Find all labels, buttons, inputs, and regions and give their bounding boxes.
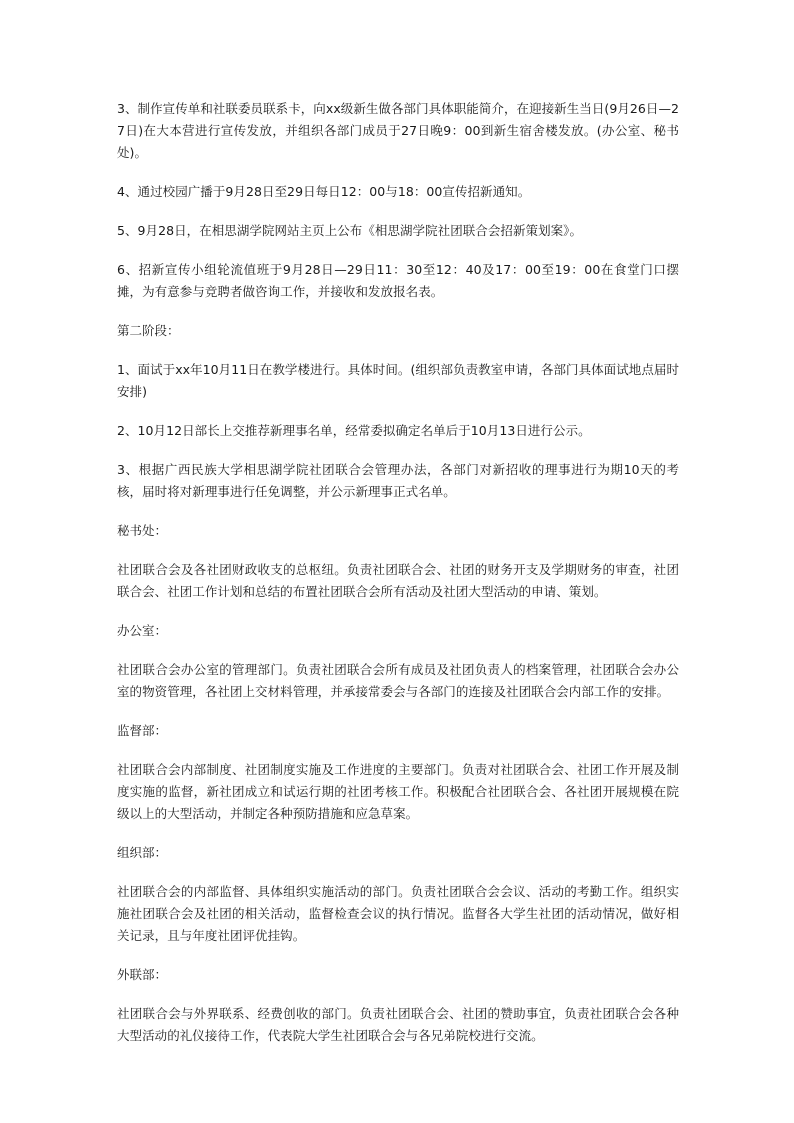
paragraph-office-duties: 社团联合会办公室的管理部门。负责社团联合会所有成员及社团负责人的档案管理，社团联合会办公室的物资管理，各社团上交材料管理，并承接常委会与各部门的连接及社团联合会内部工作的安排。 xyxy=(117,662,679,699)
document-body xyxy=(117,98,679,1064)
heading-external-relations: 外联部： xyxy=(117,967,168,982)
paragraph-supervision-duties: 社团联合会内部制度、社团制度实施及工作进度的主要部门。负责对社团联合会、社团工作开展及制度实施的监督，新社团成立和试运行期的社团考核工作。积极配合社团联合会、各社团开展规模在院级以上的大型活动，并制定各种预防措施和应急草案。 xyxy=(117,762,679,821)
paragraph-radio-broadcast: 4、通过校园广播于9月28日至29日每日12：00与18：00宣传招新通知。 xyxy=(117,184,531,199)
paragraph-assessment: 3、根据广西民族大学相思湖学院社团联合会管理办法，各部门对新招收的理事进行为期10天的考核，届时将对新理事进行任免调整，并公示新理事正式名单。 xyxy=(117,462,679,499)
paragraph-website-announcement: 5、9月28日，在相思湖学院网站主页上公布《相思湖学院社团联合会招新策划案》。 xyxy=(117,223,583,238)
paragraph-promo-cards: 3、制作宣传单和社联委员联系卡，向xx级新生做各部门具体职能简介，在迎接新生当日(9月26日—27日)在大本营进行宣传发放，并组织各部门成员于27日晚9：00到新生宿舍楼发放。(办公室、秘书处)。 xyxy=(117,101,679,160)
paragraph-secretariat-duties: 社团联合会及各社团财政收支的总枢纽。负责社团联合会、社团的财务开支及学期财务的审查，社团联合会、社团工作计划和总结的布置社团联合会所有活动及社团大型活动的申请、策划。 xyxy=(117,562,679,599)
paragraph-organization-duties: 社团联合会的内部监督、具体组织实施活动的部门。负责社团联合会会议、活动的考勤工作。组织实施社团联合会及社团的相关活动，监督检查会议的执行情况。监督各大学生社团的活动情况，做好相关记录，且与年度社团评优挂钩。 xyxy=(117,884,679,943)
paragraph-booth-duty: 6、招新宣传小组轮流值班于9月28日—29日11：30至12：40及17：00至19：00在食堂门口摆摊，为有意参与竞聘者做咨询工作，并接收和发放报名表。 xyxy=(117,262,679,299)
heading-secretariat: 秘书处： xyxy=(117,523,168,538)
paragraph-interview: 1、面试于xx年10月11日在教学楼进行。具体时间。(组织部负责教室申请，各部门具体面试地点届时安排) xyxy=(117,362,679,399)
paragraph-external-relations-duties: 社团联合会与外界联系、经费创收的部门。负责社团联合会、社团的赞助事宜，负责社团联合会各种大型活动的礼仪接待工作，代表院大学生社团联合会与各兄弟院校进行交流。 xyxy=(117,1006,679,1043)
paragraph-nomination: 2、10月12日部长上交推荐新理事名单，经常委拟确定名单后于10月13日进行公示。 xyxy=(117,423,591,438)
heading-supervision: 监督部： xyxy=(117,723,168,738)
heading-office: 办公室： xyxy=(117,623,168,638)
heading-organization: 组织部： xyxy=(117,845,168,860)
heading-stage-two: 第二阶段： xyxy=(117,323,180,338)
